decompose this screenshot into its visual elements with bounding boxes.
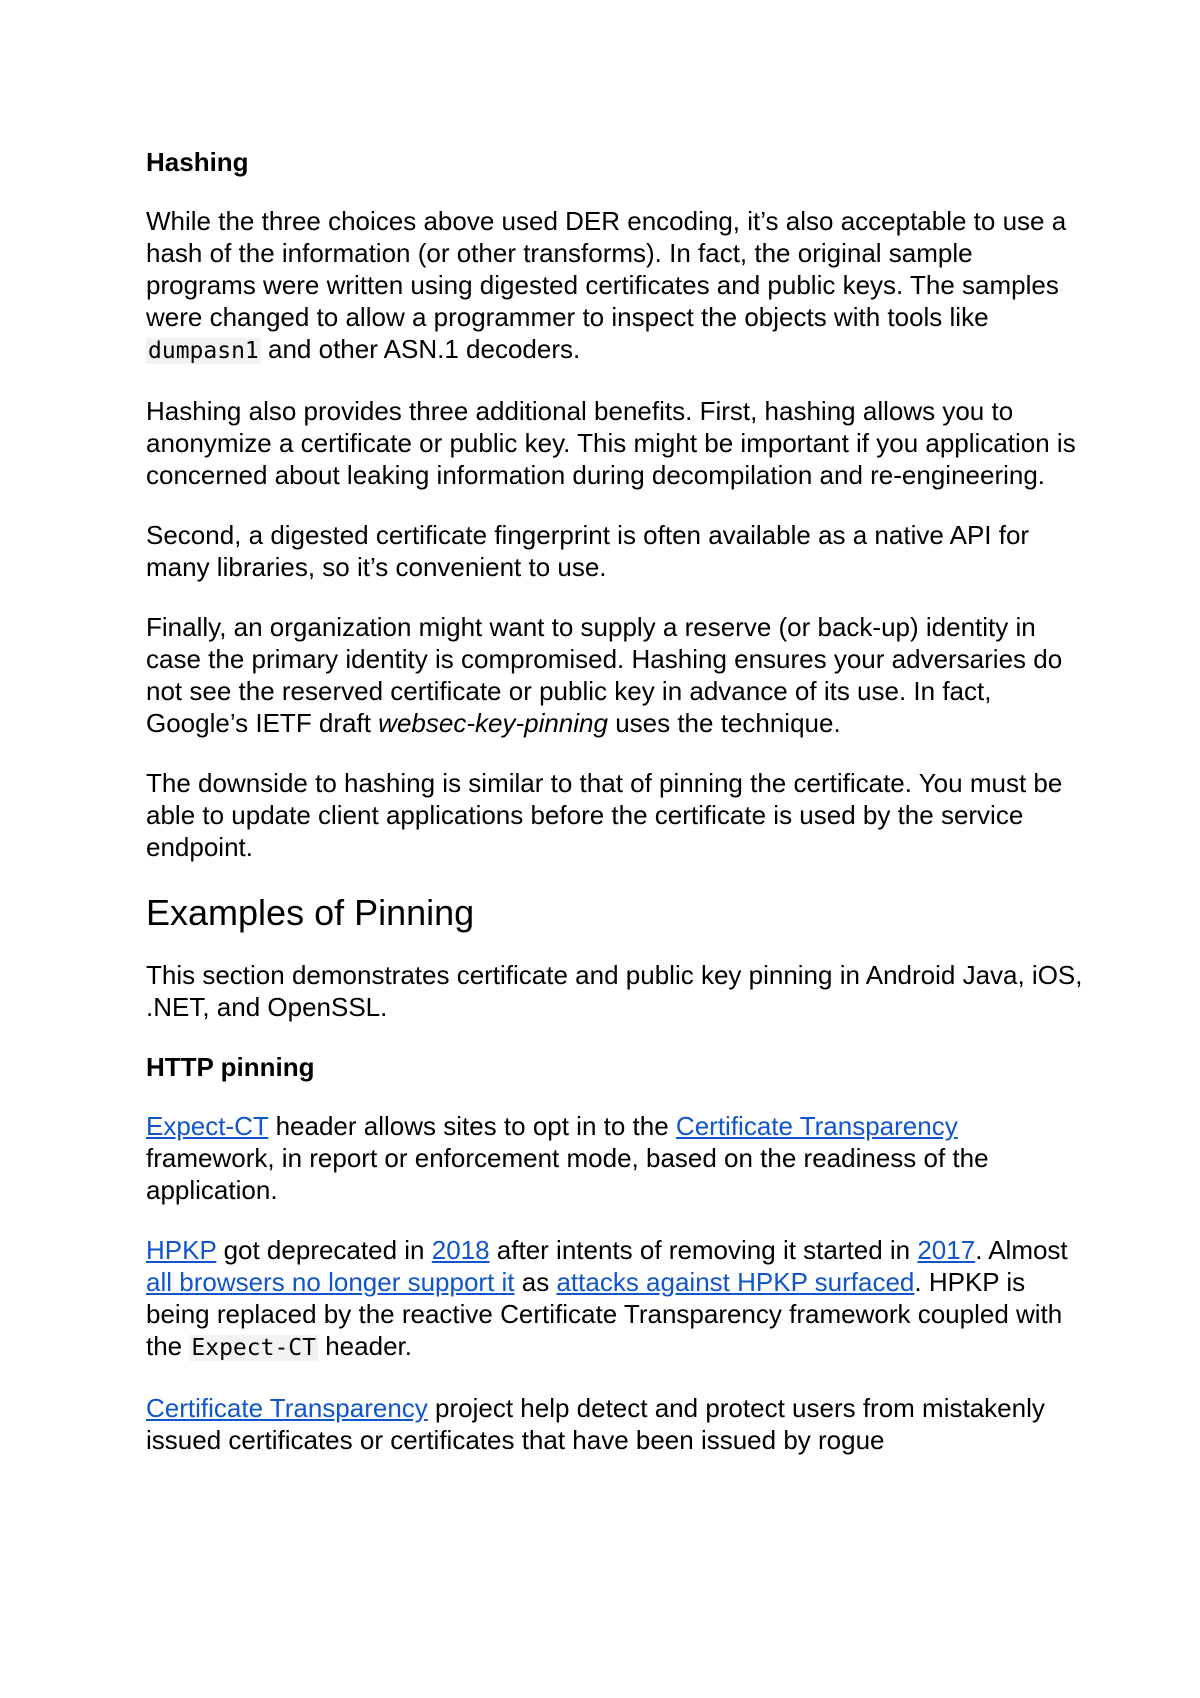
text: header allows sites to opt in to the [268, 1111, 676, 1141]
paragraph-certificate-transparency [146, 1392, 1086, 1456]
link-certificate-transparency[interactable]: Certificate Transparency [675, 1111, 958, 1141]
paragraph-examples-intro: This section demonstrates certificate and public key pinning in Android Java, iOS, .NET, and OpenSSL. [146, 960, 1083, 1022]
text: after intents of removing it started in [489, 1235, 918, 1265]
paragraph-hpkp [146, 1234, 1086, 1364]
link-2018[interactable]: 2018 [431, 1235, 490, 1265]
text: framework, in report or enforcement mode, based on the readiness of the application. [146, 1143, 989, 1205]
link-2017[interactable]: 2017 [917, 1235, 976, 1265]
link-all-browsers[interactable]: all browsers no longer support it [146, 1267, 515, 1297]
text: as [514, 1267, 557, 1297]
section-heading-examples: Examples of Pinning [146, 892, 475, 933]
link-expect-ct[interactable]: Expect-CT [146, 1111, 269, 1141]
text: While the three choices above used DER encoding, it’s also acceptable to use a hash of the information (or other transforms). In fact, the original sample programs were written using digested certificates and public keys. The samples were changed to allow a programmer to inspect the objects with tools like [146, 206, 1067, 332]
paragraph-expect-ct [146, 1110, 1086, 1206]
text: project help detect and protect users from mistakenly issued certificates or certificates that have been issued by rogue [146, 1393, 1045, 1455]
inline-code-expect-ct: Expect-CT [191, 1335, 316, 1361]
link-certificate-transparency-project[interactable]: Certificate Transparency [146, 1393, 428, 1423]
section-heading-hashing: Hashing [146, 147, 249, 177]
text: . Almost [975, 1235, 1068, 1265]
paragraph-hashing-benefits: Hashing also provides three additional benefits. First, hashing allows you to anonymize a certificate or public key. This might be important if you application is concerned about leaking information during decompilation and re-engineering. [146, 396, 1076, 490]
italic-draft-name: websec-key-pinning [378, 708, 608, 738]
section-heading-http-pinning: HTTP pinning [146, 1052, 315, 1082]
text: Finally, an organization might want to supply a reserve (or back-up) identity in case the primary identity is compromised. Hashing ensures your adversaries do not see the reserved certificate or public key in advance of its use. In fact, Google’s IETF draft [146, 612, 1063, 738]
document-page [146, 146, 1086, 1484]
link-attacks-against-hpkp[interactable]: attacks against HPKP surfaced [556, 1267, 915, 1297]
link-hpkp[interactable]: HPKP [146, 1235, 217, 1265]
paragraph-hashing-second: Second, a digested certificate fingerprint is often available as a native API for many libraries, so it’s convenient to use. [146, 520, 1030, 582]
paragraph-hashing-finally [146, 611, 1086, 739]
text: got deprecated in [216, 1235, 432, 1265]
inline-code-dumpasn1: dumpasn1 [148, 338, 259, 364]
paragraph-hashing-intro [146, 205, 1086, 367]
paragraph-hashing-downside: The downside to hashing is similar to that of pinning the certificate. You must be able to update client applications before the certificate is used by the service endpoint. [146, 768, 1063, 862]
text: uses the technique. [607, 708, 841, 738]
text: and other ASN.1 decoders. [260, 334, 581, 364]
text: header. [318, 1331, 412, 1361]
text: . HPKP is being replaced by the reactive Certificate Transparency framework coupled with the [146, 1267, 1063, 1361]
